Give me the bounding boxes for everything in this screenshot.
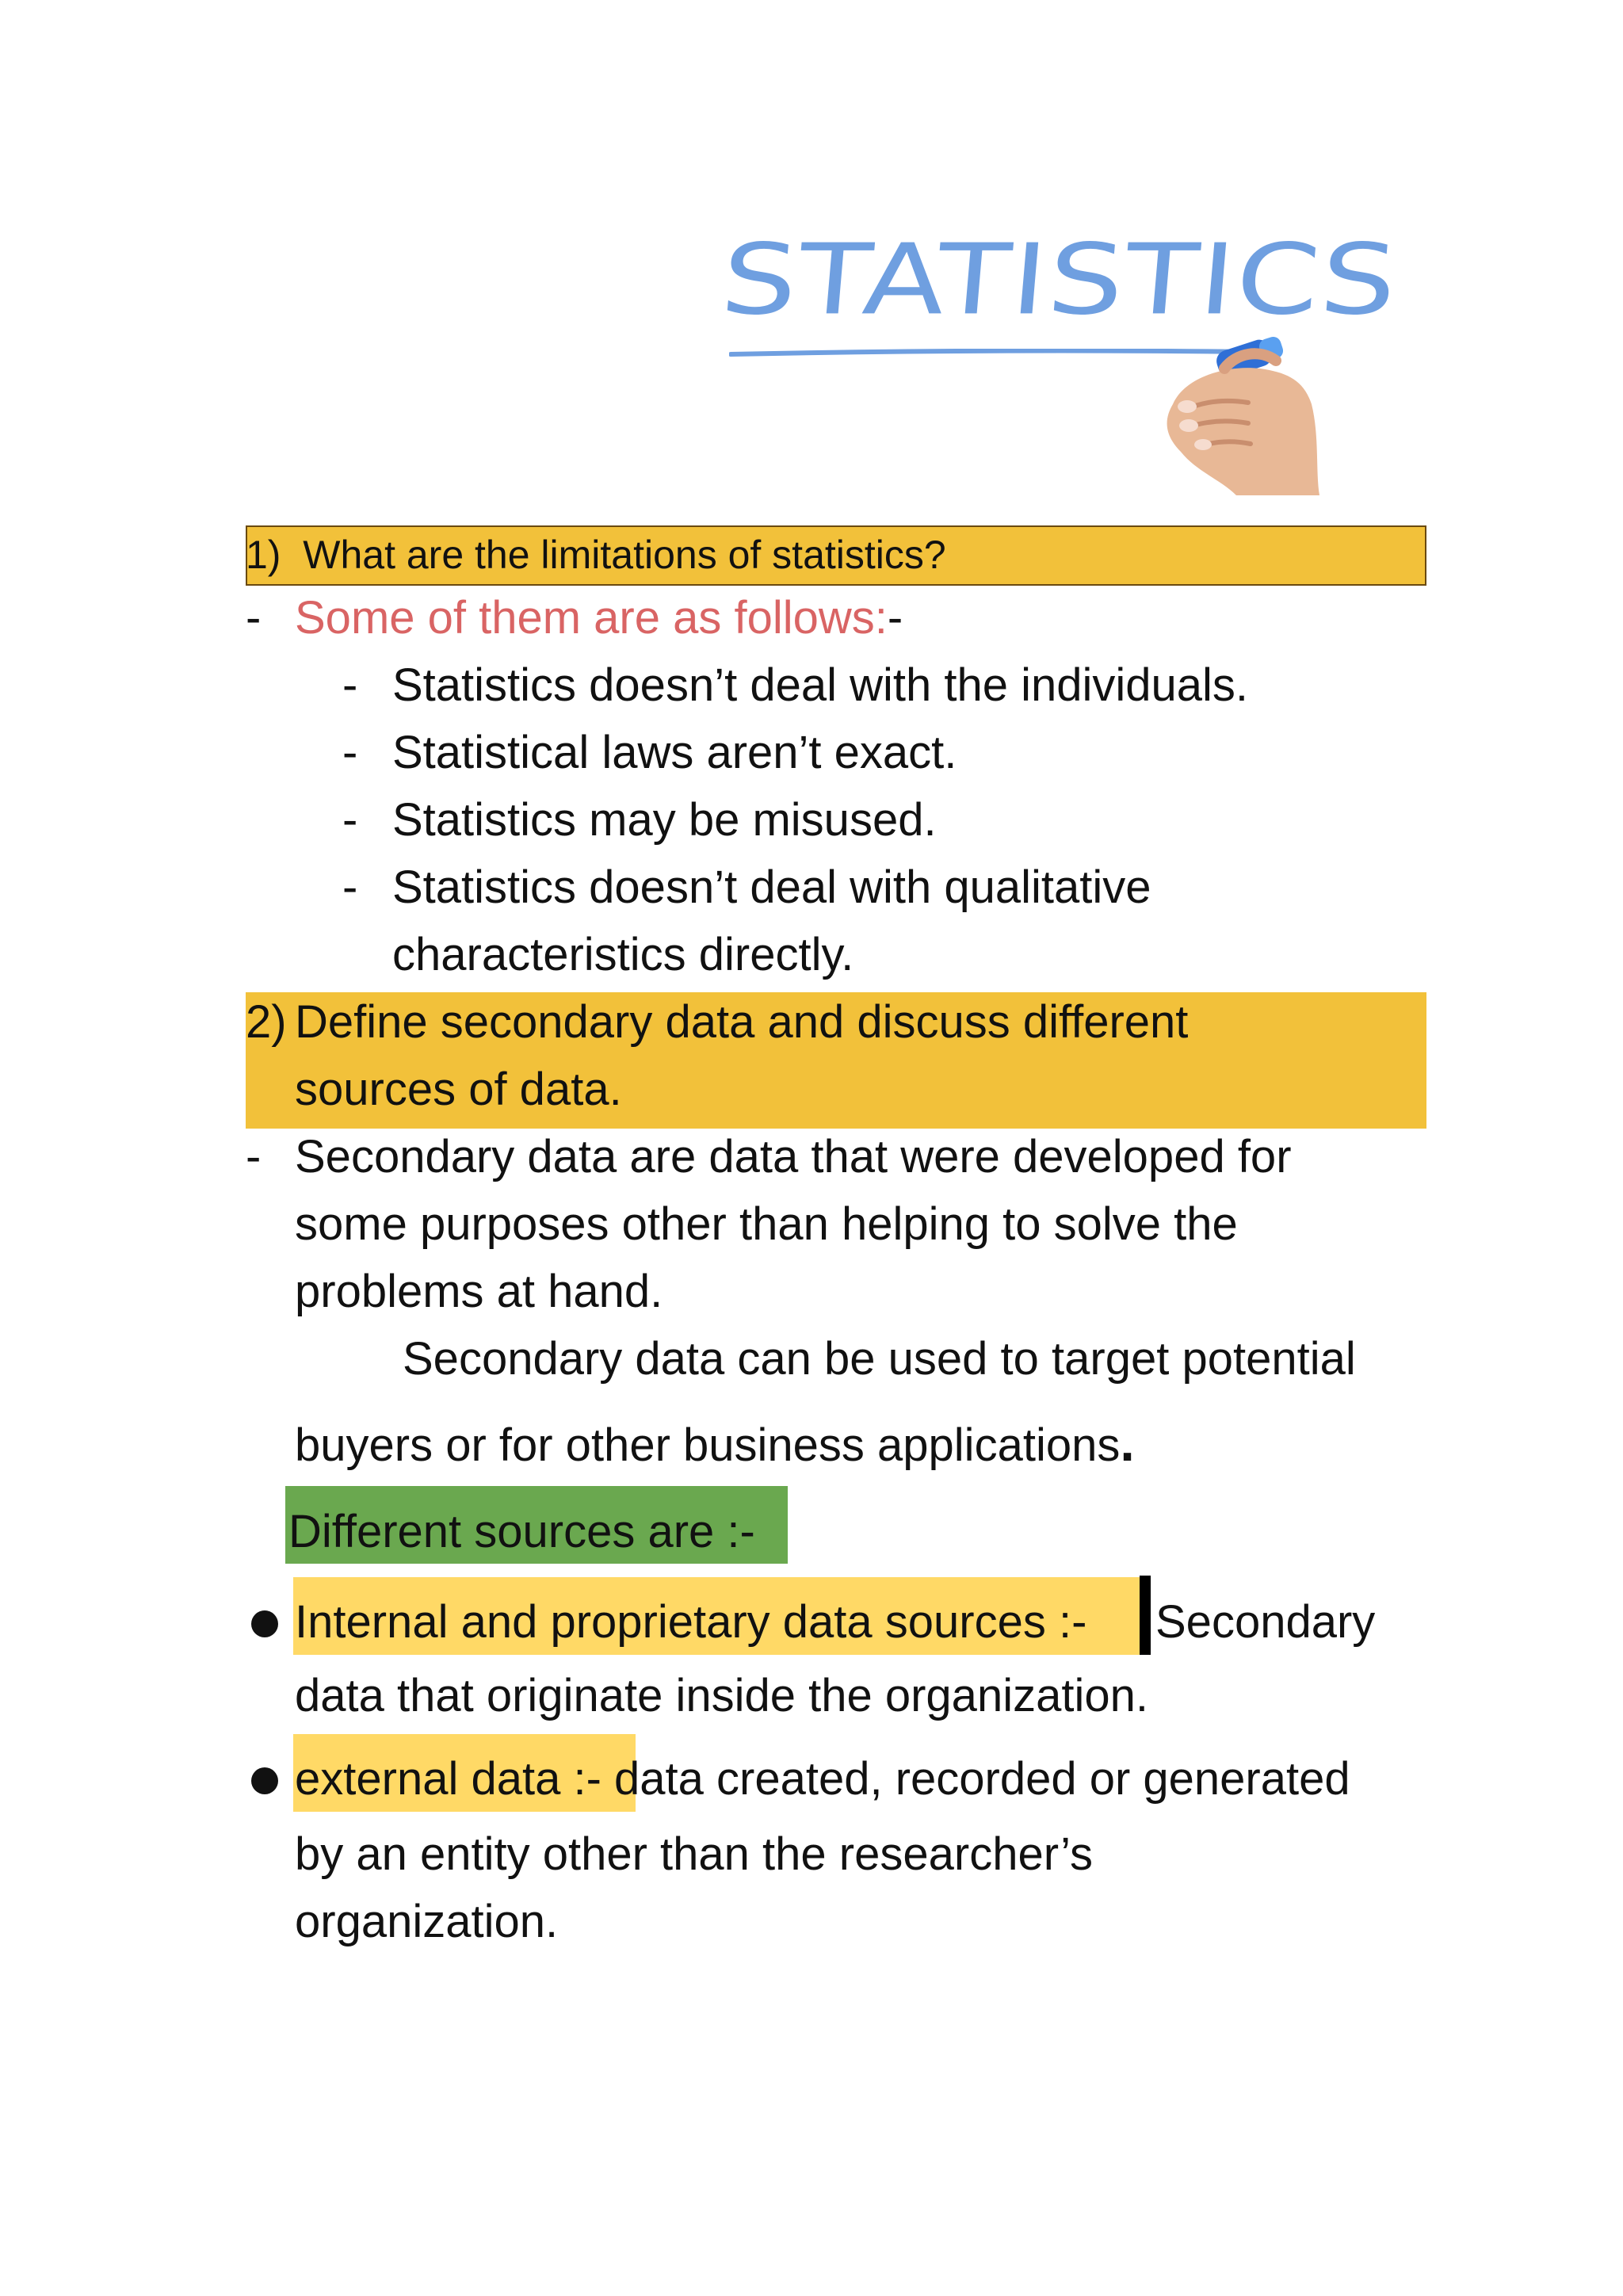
- question-2-line-1: Define secondary data and discuss different: [295, 996, 1189, 1048]
- q1-intro: [295, 590, 903, 646]
- q1-intro-text: Some of them are as follows:: [295, 592, 888, 644]
- page-title: STATISTICS: [716, 223, 1403, 337]
- list-item: Statistical laws aren’t exact.: [392, 727, 957, 778]
- list-item-dash: -: [342, 727, 358, 778]
- source-continuation: by an entity other than the researcher’s: [295, 1828, 1094, 1880]
- list-item-dash: -: [342, 659, 358, 711]
- bullet-icon: [251, 1767, 278, 1794]
- paragraph-line: Secondary data can be used to target potential: [403, 1333, 1356, 1385]
- list-item: Statistics doesn’t deal with qualitative: [392, 861, 1151, 913]
- bullet-icon: [251, 1610, 278, 1637]
- q1-intro-suffix: -: [887, 592, 903, 644]
- sources-heading: Different sources are :-: [288, 1506, 755, 1557]
- source-text-line: [295, 1752, 1350, 1807]
- intro-dash: -: [246, 592, 262, 644]
- paragraph-period: .: [1120, 1413, 1135, 1472]
- source-text: data created, recorded or generated: [601, 1753, 1350, 1805]
- question-1-text: What are the limitations of statistics?: [303, 533, 946, 577]
- answer-line: Secondary data are data that were developed for: [295, 1131, 1292, 1182]
- text-cursor: [1140, 1576, 1151, 1655]
- answer-dash: -: [246, 1131, 262, 1182]
- paragraph-text: buyers or for other business applications: [295, 1419, 1121, 1471]
- list-item-dash: -: [342, 794, 358, 846]
- answer-line: some purposes other than helping to solve the: [295, 1198, 1238, 1250]
- hand-marker-illustration: [1141, 333, 1347, 499]
- list-item: Statistics may be misused.: [392, 794, 937, 846]
- source-continuation: organization.: [295, 1896, 559, 1947]
- paragraph-line: [295, 1415, 1135, 1473]
- question-2-number: 2): [246, 996, 287, 1048]
- source-label: external data :-: [295, 1753, 601, 1805]
- source-text: Secondary: [1155, 1596, 1376, 1648]
- question-1: [246, 529, 946, 580]
- list-item-dash: -: [342, 861, 358, 913]
- list-item-continuation: characteristics directly.: [392, 929, 854, 980]
- source-continuation: data that originate inside the organization.: [295, 1670, 1148, 1721]
- question-2-line-2: sources of data.: [295, 1064, 622, 1115]
- source-label: Internal and proprietary data sources :-: [295, 1596, 1087, 1648]
- question-1-number: 1): [246, 533, 281, 577]
- list-item: Statistics doesn’t deal with the individuals.: [392, 659, 1249, 711]
- answer-line: problems at hand.: [295, 1266, 663, 1317]
